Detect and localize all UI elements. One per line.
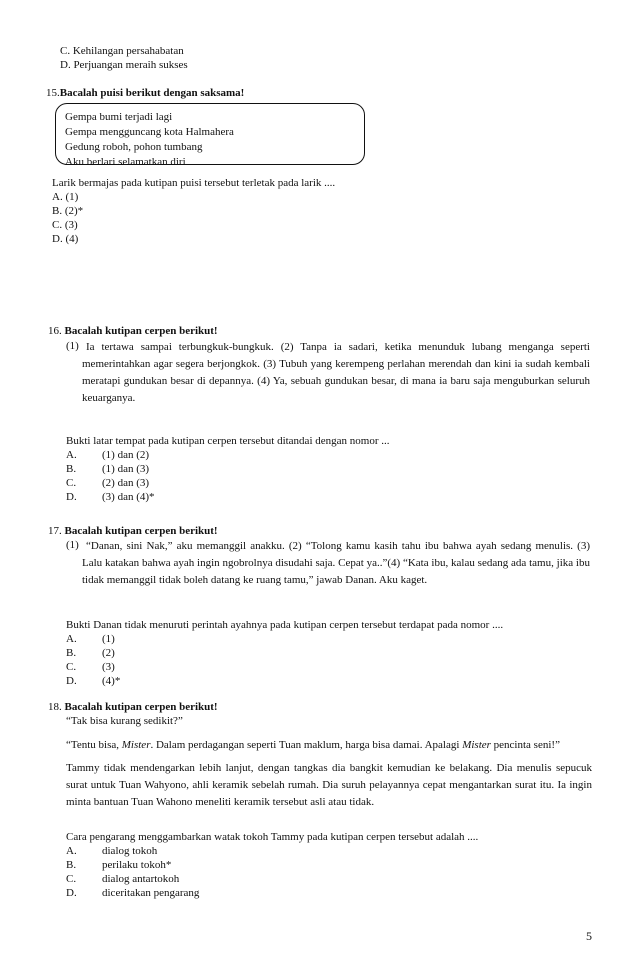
q16-question: Bukti latar tempat pada kutipan cerpen tersebut ditandai dengan nomor ... (66, 435, 390, 447)
q15-option-a: A. (1) (52, 191, 79, 203)
q16-number: 16. (48, 325, 62, 337)
q15-option-b: B. (2)* (52, 205, 84, 217)
q17-passage: “Danan, sini Nak,” aku memanggil anakku. (2) “Tolong kamu kasih tahu ibu bahwa ayah sedang menulis. (3) Lalu katakan bahwa ayah ingin ngobrolnya disudahi saja. Cepat ya..”(4) “Kata ibu, kalau sedang ada tamu, jika ibu tidak memanggil tidak boleh datang ke ruang tamu,” jawab Danan. Aku kaget. (82, 540, 590, 587)
poem-line: Gempa mengguncang kota Halmahera (65, 125, 234, 138)
q16-option-d: D. (3) dan (4)* (66, 491, 155, 503)
q16-title: Bacalah kutipan cerpen berikut! (64, 325, 218, 337)
poem-line: Gempa bumi terjadi lagi (65, 111, 173, 123)
q15-number: 15. (46, 87, 60, 99)
q15-heading (46, 86, 244, 101)
q16-option-a: A. (1) dan (2) (66, 449, 150, 461)
q15-question: Larik bermajas pada kutipan puisi tersebut terletak pada larik .... (52, 177, 336, 189)
page-number: 5 (586, 929, 592, 943)
q14-option-d: D. Perjuangan meraih sukses (60, 59, 188, 71)
poem-box (55, 103, 365, 168)
q16-option-b: B. (1) dan (3) (66, 463, 150, 475)
q17-number: 17. (48, 525, 62, 537)
q16-heading (48, 324, 218, 339)
q15-option-d: D. (4) (52, 233, 79, 245)
poem-line: Aku berlari selamatkan diri (65, 155, 186, 168)
q15-option-c: C. (3) (52, 219, 78, 231)
q18-dialog-line-1: “Tak bisa kurang sedikit?” (66, 715, 183, 727)
q14-option-c: C. Kehilangan persahabatan (60, 45, 184, 57)
q18-passage: Tammy tidak mendengarkan lebih lanjut, dengan tangkas dia bangkit kemudian ke belakang. Dia menulis sepucuk surat untuk Tuan Wahyono, ahli keramik sebelah rumah. Dia suruh pelayannya cepat mengantarkan surat itu. Ia ingin minta bantuan Tuan Wahono meneliti keramik tersebut asli atau tidak. (66, 762, 592, 809)
q18-option-a: A. dialog tokoh (66, 845, 158, 857)
q16-passage: Ia tertawa sampai terbungkuk-bungkuk. (2) Tanpa ia sadari, ketika menunduk lubang menganga seperti memerintahkan agar segera berjongkok. (3) Tubuh yang kerempeng perlahan merendah dan kini ia sudah kembali meratapi gundukan besar di depannya. (4) Ya, sebuah gundukan besar, di mana ia baru saja menguburkan seluruh keuarganya. (82, 341, 590, 405)
q17-option-c: C. (3) (66, 661, 115, 673)
q18-title: Bacalah kutipan cerpen berikut! (64, 701, 218, 713)
q17-marker: (1) (66, 539, 79, 551)
q17-option-d: D. (4)* (66, 675, 121, 687)
q18-dialog-line-2: “Tentu bisa, Mister. Dalam perdagangan seperti Tuan maklum, harga bisa damai. Apalagi Mister pencinta seni!” (66, 739, 560, 751)
q18-option-b: B. perilaku tokoh* (66, 859, 172, 871)
q17-question: Bukti Danan tidak menuruti perintah ayahnya pada kutipan cerpen tersebut terdapat pada nomor .... (66, 619, 504, 631)
q15-title: Bacalah puisi berikut dengan saksama! (59, 87, 245, 99)
q16-marker: (1) (66, 340, 79, 352)
poem-line: Gedung roboh, pohon tumbang (65, 140, 203, 153)
q17-title: Bacalah kutipan cerpen berikut! (64, 525, 218, 537)
q18-option-c: C. dialog antartokoh (66, 873, 180, 885)
q17-option-a: A. (1) (66, 633, 115, 645)
q18-question: Cara pengarang menggambarkan watak tokoh Tammy pada kutipan cerpen tersebut adalah .... (66, 831, 479, 843)
q17-option-b: B. (2) (66, 647, 115, 659)
q16-option-c: C. (2) dan (3) (66, 477, 150, 489)
q18-option-d: D. diceritakan pengarang (66, 887, 200, 899)
q18-number: 18. (48, 701, 62, 713)
